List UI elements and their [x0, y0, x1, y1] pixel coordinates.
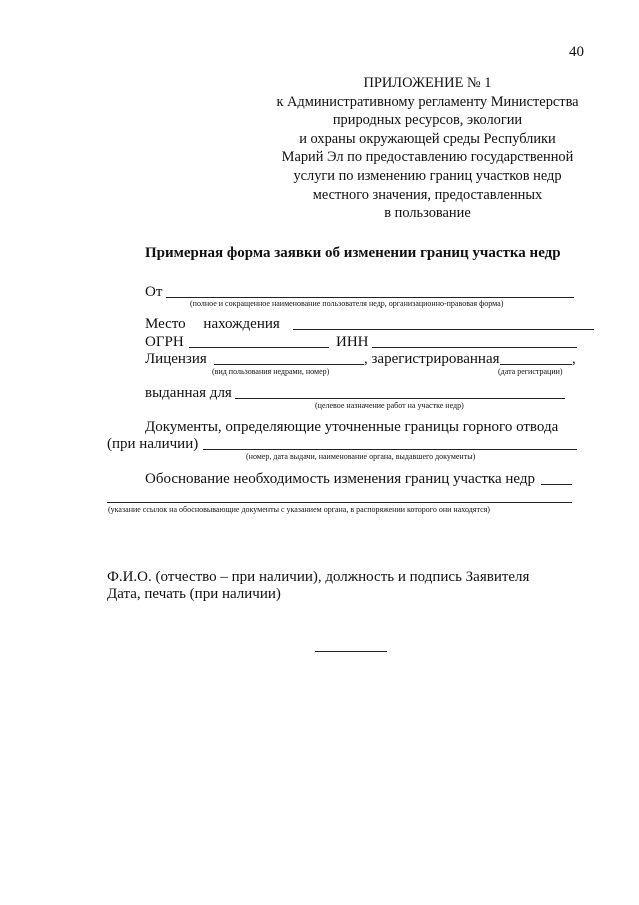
justification-caption: (указание ссылок на обосновывающие документы с указанием органа, в распоряжении которого они находятся) [108, 505, 490, 514]
form-title: Примерная форма заявки об изменении границ участка недр [145, 245, 561, 261]
page-number: 40 [569, 44, 584, 60]
reg-date-field-line[interactable] [500, 364, 572, 365]
appendix-line: ПРИЛОЖЕНИЕ № 1 [363, 75, 492, 91]
license-caption: (вид пользования недрами, номер) [212, 367, 330, 376]
from-field-line[interactable] [166, 297, 574, 298]
documents-caption: (номер, дата выдачи, наименование органа, выдавшего документы) [246, 452, 476, 461]
appendix-line: Марий Эл по предоставлению государственной [281, 149, 574, 166]
inn-label: ИНН [336, 334, 369, 350]
appendix-line: услуги по изменению границ участков недр [293, 167, 562, 184]
inn-field-line[interactable] [372, 347, 577, 348]
from-label: От [145, 284, 163, 300]
appendix-line: и охраны окружающей среды Республики [299, 130, 556, 147]
location-label: Место нахождения [145, 316, 280, 332]
end-separator [315, 651, 387, 652]
comma: , [572, 351, 576, 367]
from-caption: (полное и сокращенное наименование пользователя недр, организационно-правовая форма) [190, 299, 504, 308]
appendix-line: местного значения, предоставленных [312, 186, 543, 203]
justification-field-line-2[interactable] [107, 502, 572, 503]
license-field-line[interactable] [214, 364, 364, 365]
date-stamp-line: Дата, печать (при наличии) [107, 586, 281, 602]
documents-field-line[interactable] [203, 449, 577, 450]
appendix-header [255, 74, 600, 223]
ogrn-label: ОГРН [145, 334, 184, 350]
location-field-line[interactable] [293, 329, 594, 330]
ogrn-field-line[interactable] [189, 347, 329, 348]
justification-field-line[interactable] [541, 484, 572, 485]
purpose-field-line[interactable] [235, 398, 565, 399]
reg-date-caption: (дата регистрации) [498, 367, 563, 376]
appendix-line: природных ресурсов, экологии [332, 112, 523, 129]
license-label: Лицензия [145, 351, 207, 367]
issued-label: выданная для [145, 385, 232, 401]
justification-label: Обоснование необходимость изменения границ участка недр [145, 471, 536, 487]
appendix-line: в пользование [384, 205, 471, 222]
purpose-caption: (целевое назначение работ на участке недр) [315, 401, 464, 410]
registered-label: , зарегистрированная [364, 351, 500, 367]
signature-line: Ф.И.О. (отчество – при наличии), должность и подпись Заявителя [107, 569, 530, 585]
appendix-line: к Административному регламенту Министерства [276, 93, 579, 110]
documents-label: Документы, определяющие уточненные границы горного отвода [145, 419, 559, 435]
documents-label-2: (при наличии) [107, 436, 199, 452]
